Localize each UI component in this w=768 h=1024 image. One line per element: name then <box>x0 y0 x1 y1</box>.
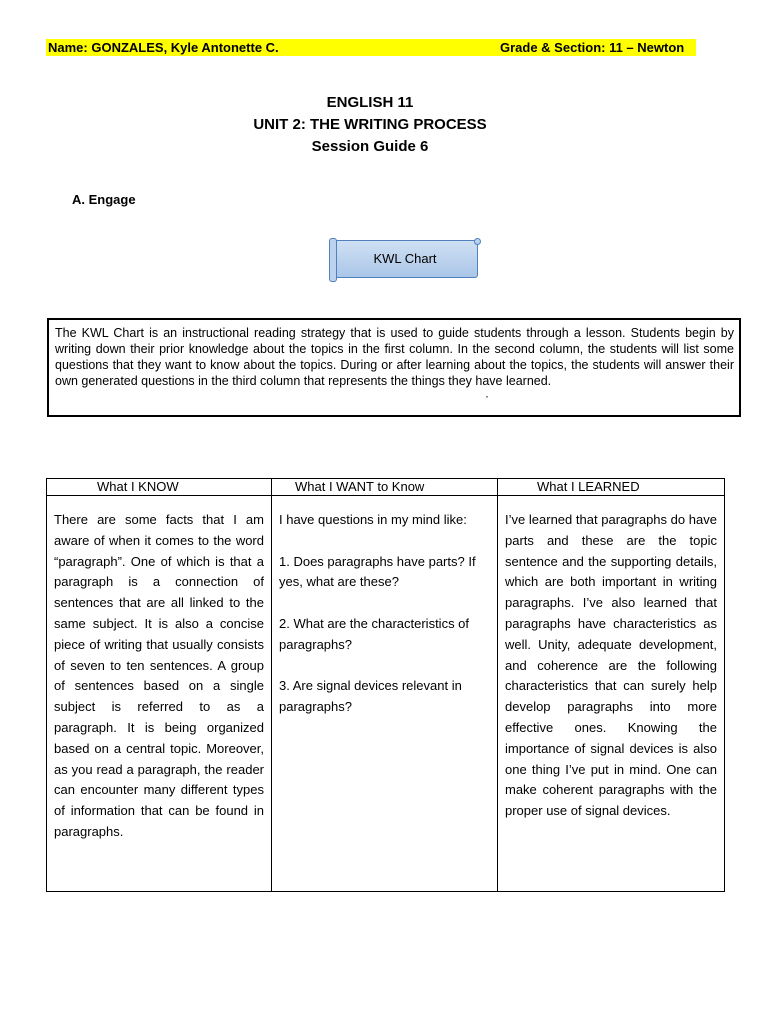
description-text: The KWL Chart is an instructional reading strategy that is used to guide students through a lesson. Students begin by writing down their prior knowledge about the topics in the first column. In the second column, the students will list some questions that they want to know about the topics. During or after learning about the topics, the students will answer their own generated questions in the third column that represents the things they have learned. <box>55 326 734 388</box>
document-title-block <box>0 92 740 158</box>
want-cell <box>272 496 498 892</box>
want-question-3: 3. Are signal devices relevant in paragraphs? <box>279 678 462 715</box>
banner-label: KWL Chart <box>373 251 437 266</box>
kwl-chart-banner <box>332 240 478 278</box>
kwl-description-box <box>47 318 741 417</box>
know-text: There are some facts that I am aware of when it comes to the word “paragraph”. One of which is that a paragraph is a connection of sentences that are all linked to the same subject. It is also a concise piece of writing that usually consists of seven to ten sentences. A group of sentences based on a single subject is referred to as a paragraph. It is being organized based on a central topic. Moreover, as you read a paragraph, the reader can encounter many different types of information that can be found in paragraphs. <box>54 512 264 839</box>
kwl-table <box>46 478 725 892</box>
course-title: ENGLISH 11 <box>326 94 414 111</box>
scroll-curl-left <box>329 238 337 282</box>
session-title: Session Guide 6 <box>311 138 429 155</box>
want-question-2: 2. What are the characteristics of paragraphs? <box>279 615 470 652</box>
header-know: What I KNOW <box>47 479 272 496</box>
know-cell <box>47 496 272 892</box>
want-question-1: 1. Does paragraphs have parts? If yes, what are these? <box>279 553 476 590</box>
stray-mark: · <box>485 389 489 403</box>
header-learned: What I LEARNED <box>498 479 725 496</box>
learned-text: I’ve learned that paragraphs do have parts and these are the topic sentence and the supporting details, which are both important in writing paragraphs. I’ve also learned that paragraphs have characteristics as well. Unity, adequate development, and coherence are the following characteristics that can surely help develop paragraphs into more effective ones. Knowing the importance of signal devices is also one thing I’ve put in mind. One can make coherent paragraphs with the proper use of signal devices. <box>505 512 717 819</box>
learned-cell <box>498 496 725 892</box>
scroll-curl-right <box>474 238 481 245</box>
section-heading: A. Engage <box>72 192 136 207</box>
kwl-header-row <box>47 479 725 496</box>
unit-title: UNIT 2: THE WRITING PROCESS <box>253 116 487 133</box>
grade-section: Grade & Section: 11 – Newton <box>500 40 685 55</box>
student-name: Name: GONZALES, Kyle Antonette C. <box>48 40 279 55</box>
want-intro: I have questions in my mind like: <box>279 512 467 527</box>
header-want: What I WANT to Know <box>272 479 498 496</box>
student-info-bar <box>46 39 696 56</box>
kwl-content-row <box>47 496 725 892</box>
